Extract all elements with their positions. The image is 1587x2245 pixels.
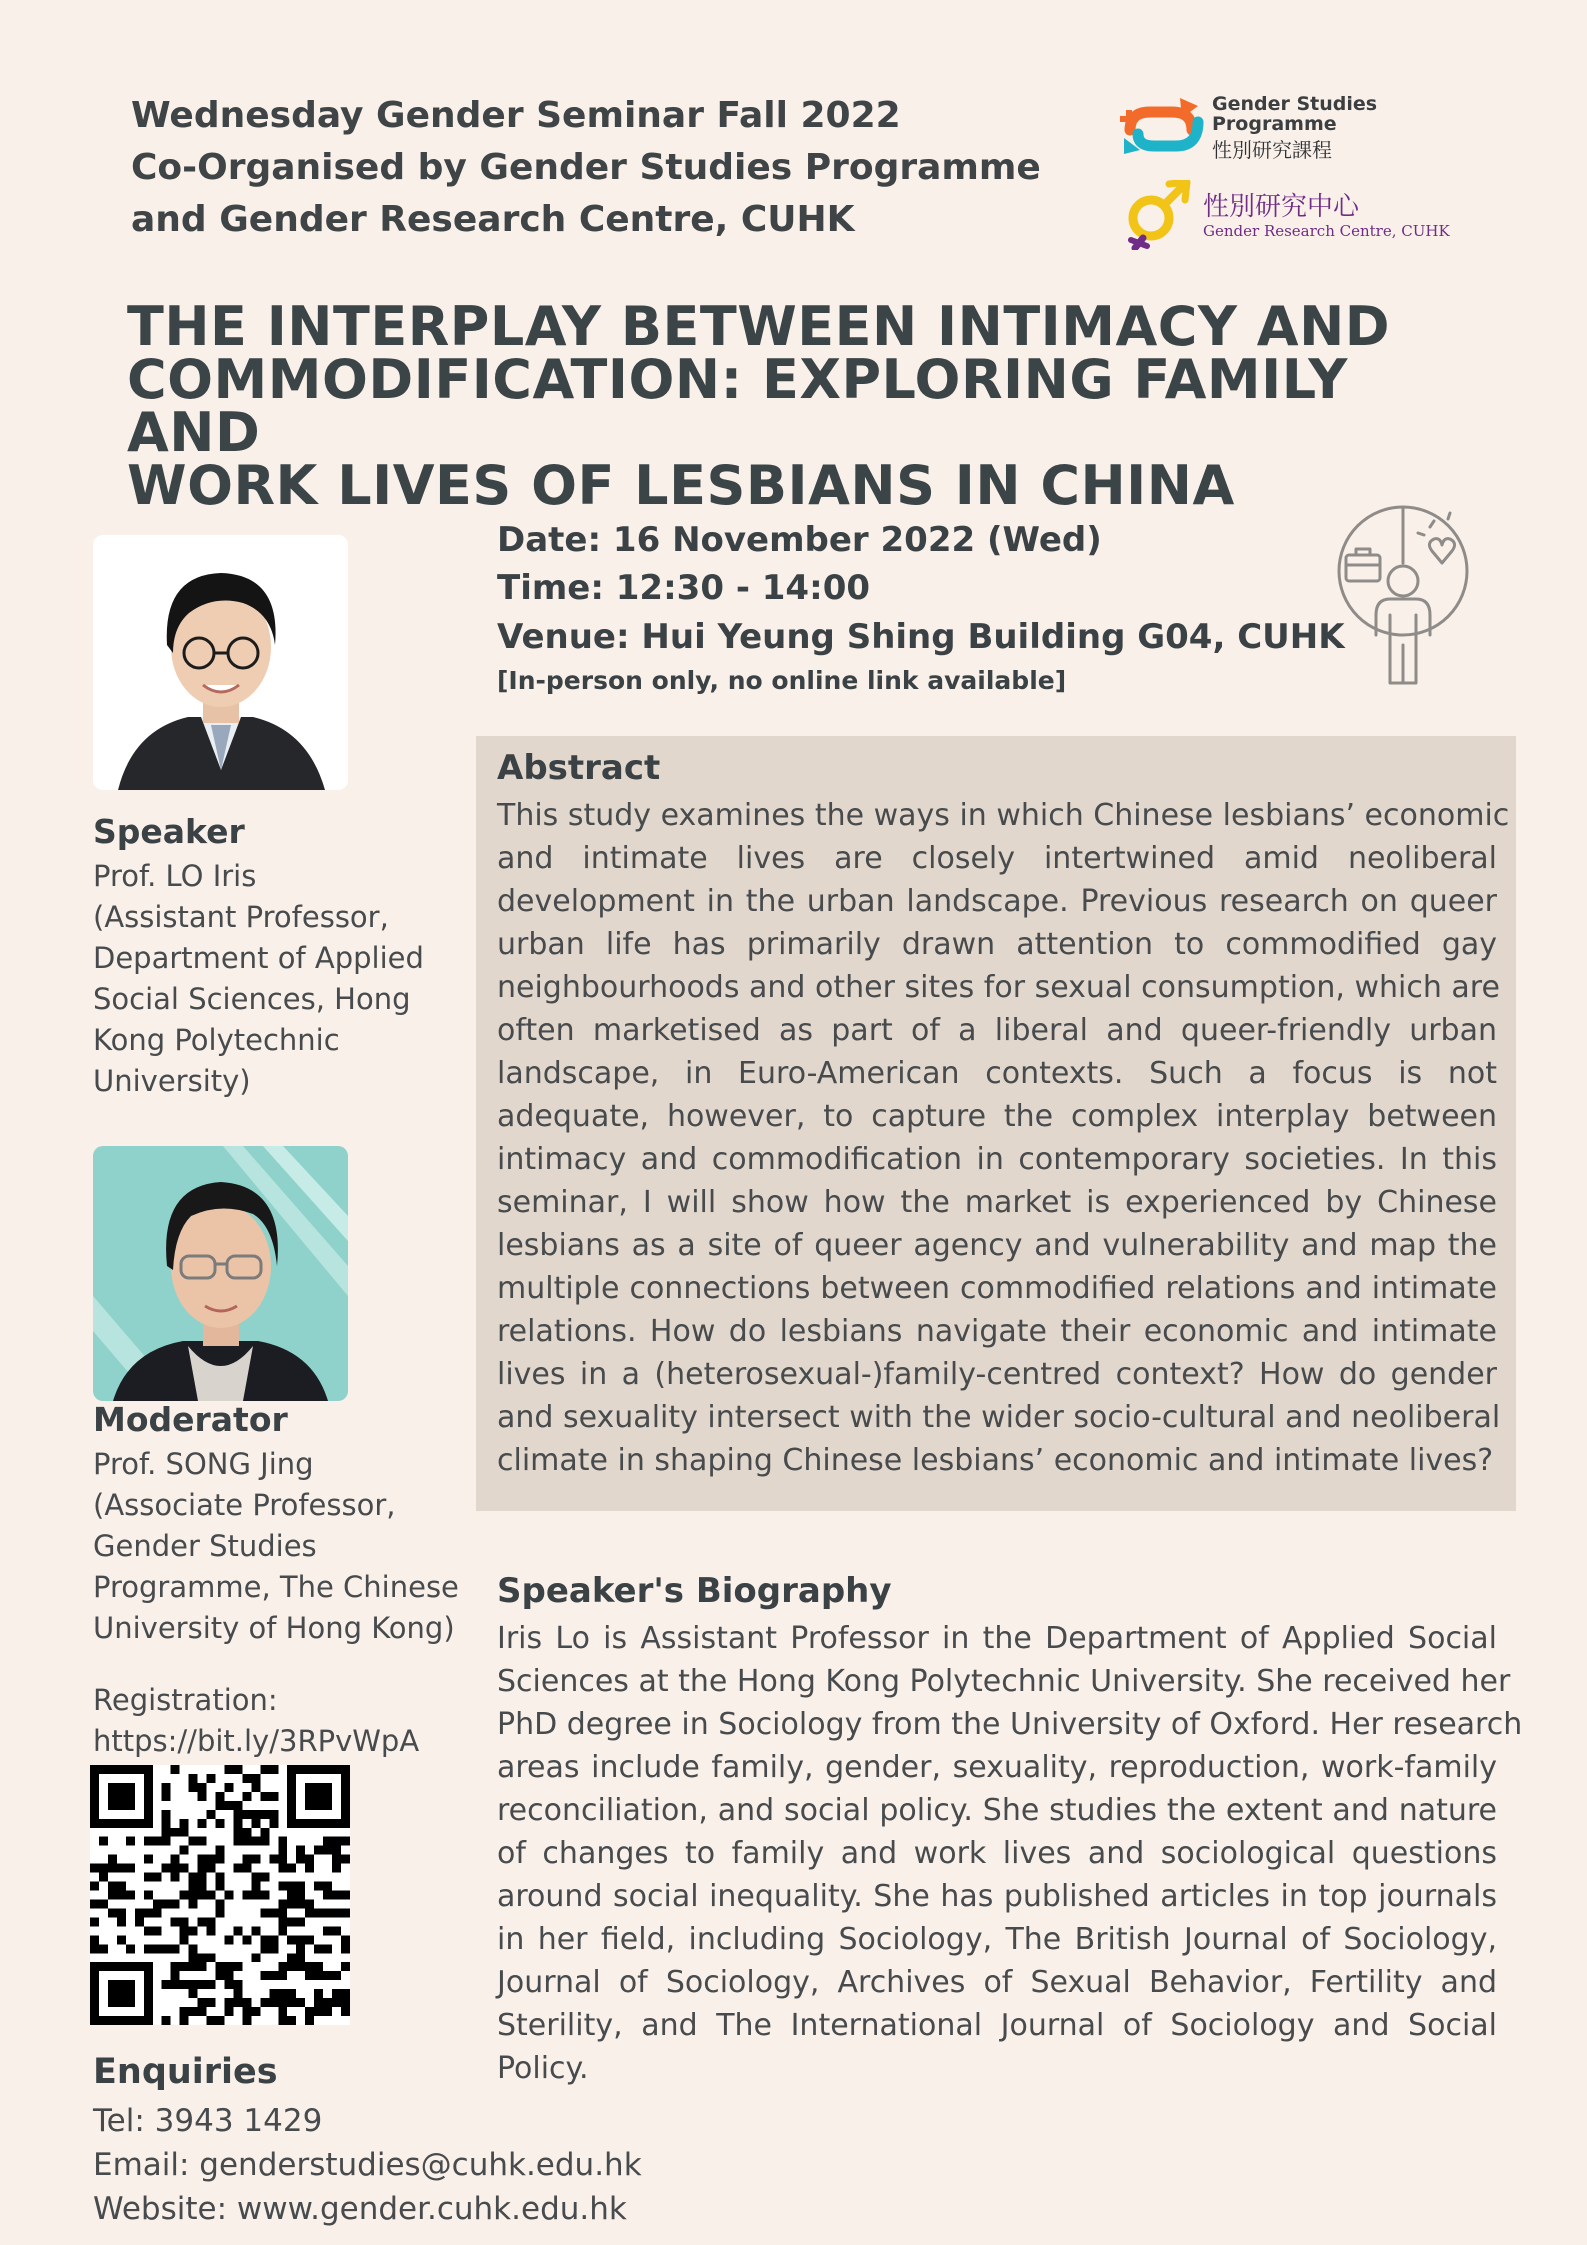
moderator-line: Programme, The Chinese [93,1570,459,1604]
abstract-line: and intimate lives are closely intertwined amid neoliberal [497,841,1497,876]
biography-line: in her field, including Sociology, The British Journal of Sociology, [497,1922,1497,1957]
speaker-details [93,856,424,1102]
biography-line: PhD degree in Sociology from the University of Oxford. Her research [497,1707,1523,1742]
intertwined-arrows-logo-icon [1120,92,1208,160]
moderator-line: University of Hong Kong) [93,1611,455,1645]
speaker-line: University) [93,1064,251,1098]
abstract-line: lesbians as a site of queer agency and vulnerability and map the [497,1228,1497,1263]
abstract-line: intimacy and commodification in contemporary societies. In this [497,1142,1497,1177]
event-note: [In-person only, no online link available] [497,666,1067,695]
header-line-2: Co-Organised by Gender Studies Programme [131,147,1041,188]
biography-line: Policy. [497,2051,589,2086]
biography-heading: Speaker's Biography [497,1571,892,1611]
biography-line: of changes to family and work lives and sociological questions [497,1836,1497,1871]
biography-text [497,1617,1523,2090]
biography-line: around social inequality. She has published articles in top journals [497,1879,1497,1914]
moderator-heading: Moderator [93,1400,288,1439]
gender-studies-programme-logo [1120,92,1410,162]
registration-link[interactable]: https://bit.ly/3RPvWpA [93,1724,420,1758]
biography-line: reconciliation, and social policy. She studies the extent and nature [497,1793,1497,1828]
abstract-heading: Abstract [497,748,661,788]
abstract-line: relations. How do lesbians navigate their economic and intimate [497,1314,1497,1349]
registration-label: Registration: [93,1683,278,1717]
header-line-1: Wednesday Gender Seminar Fall 2022 [131,95,901,136]
gsp-en-line1: Gender Studies [1212,93,1378,115]
speaker-line: (Assistant Professor, [93,900,389,934]
moderator-line: Prof. SONG Jing [93,1447,314,1481]
moderator-photo [93,1146,348,1401]
biography-line: Journal of Sociology, Archives of Sexual Behavior, Fertility and [497,1965,1497,2000]
event-venue: Venue: Hui Yeung Shing Building G04, CUHK [497,617,1345,657]
biography-line: Sciences at the Hong Kong Polytechnic University. She received her [497,1664,1511,1699]
person-briefcase-heart-icon [1332,505,1474,687]
enquiries-details [93,2099,642,2231]
gender-research-centre-logo [1125,180,1450,250]
biography-line: Iris Lo is Assistant Professor in the Department of Applied Social [497,1621,1497,1656]
moderator-line: Gender Studies [93,1529,317,1563]
enquiries-heading: Enquiries [93,2052,278,2092]
moderator-details [93,1444,459,1649]
biography-line: areas include family, gender, sexuality, reproduction, work-family [497,1750,1497,1785]
enquiries-tel: Tel: 3943 1429 [93,2103,323,2139]
qr-code-icon[interactable] [90,1765,350,2025]
abstract-line: seminar, I will show how the market is experienced by Chinese [497,1185,1497,1220]
abstract-line: lives in a (heterosexual-)family-centred context? How do gender [497,1357,1497,1392]
abstract-line: adequate, however, to capture the complex interplay between [497,1099,1497,1134]
abstract-line: climate in shaping Chinese lesbians’ economic and intimate lives? [497,1443,1494,1478]
title-line-1: THE INTERPLAY BETWEEN INTIMACY AND [127,295,1391,358]
abstract-line: This study examines the ways in which Chinese lesbians’ economic [497,798,1510,833]
title-line-2: COMMODIFICATION: EXPLORING FAMILY AND [127,348,1348,464]
speaker-heading: Speaker [93,812,245,851]
speaker-line: Kong Polytechnic [93,1023,340,1057]
enquiries-website[interactable]: Website: www.gender.cuhk.edu.hk [93,2191,627,2227]
abstract-line: and sexuality intersect with the wider socio-cultural and neoliberal [497,1400,1501,1435]
gsp-zh: 性別研究課程 [1212,138,1332,162]
gender-symbol-logo-icon [1125,180,1191,250]
speaker-line: Social Sciences, Hong [93,982,411,1016]
event-date: Date: 16 November 2022 (Wed) [497,520,1102,560]
abstract-line: landscape, in Euro-American contexts. Such a focus is not [497,1056,1497,1091]
speaker-photo [93,535,348,790]
speaker-line: Department of Applied [93,941,424,975]
grc-en: Gender Research Centre, CUHK [1203,222,1450,240]
abstract-line: multiple connections between commodified relations and intimate [497,1271,1497,1306]
moderator-line: (Associate Professor, [93,1488,396,1522]
event-time: Time: 12:30 - 14:00 [497,568,871,608]
grc-zh: 性別研究中心 [1203,192,1360,222]
enquiries-email[interactable]: Email: genderstudies@cuhk.edu.hk [93,2147,642,2183]
abstract-line: neighbourhoods and other sites for sexual consumption, which are [497,970,1500,1005]
gsp-en-line2: Programme [1212,113,1337,135]
abstract-text [497,794,1510,1482]
header-line-3: and Gender Research Centre, CUHK [131,199,855,240]
abstract-line: development in the urban landscape. Previous research on queer [497,884,1497,919]
abstract-line: often marketised as part of a liberal and queer-friendly urban [497,1013,1497,1048]
event-title [127,295,1447,517]
biography-line: Sterility, and The International Journal of Sociology and Social [497,2008,1497,2043]
abstract-line: urban life has primarily drawn attention to commodified gay [497,927,1497,962]
speaker-line: Prof. LO Iris [93,859,257,893]
title-line-3: WORK LIVES OF LESBIANS IN CHINA [127,454,1235,517]
